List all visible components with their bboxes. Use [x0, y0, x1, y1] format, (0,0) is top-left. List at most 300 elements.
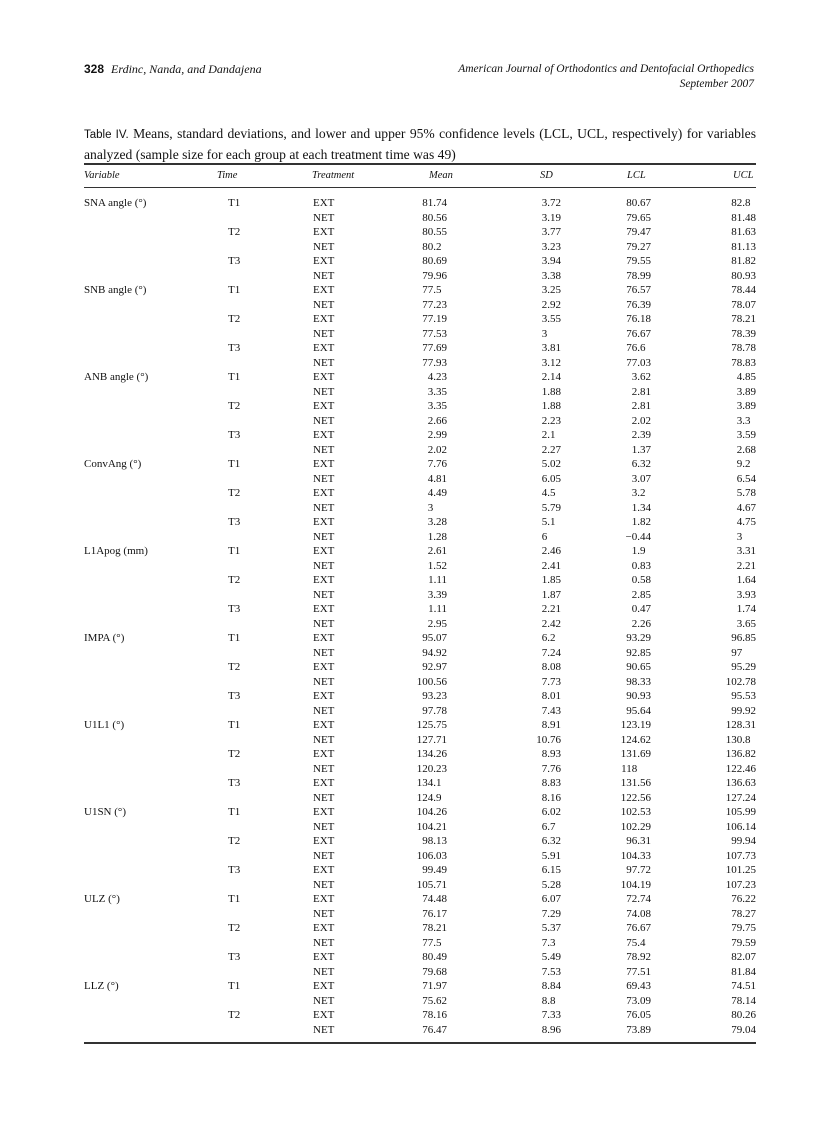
treatment: EXT: [313, 951, 335, 963]
treatment: EXT: [313, 893, 335, 905]
mean-value: 98.13: [422, 835, 447, 847]
table-row: [0, 937, 838, 952]
ucl-value: 4.85: [736, 371, 756, 383]
table-row: [0, 400, 838, 415]
ucl-value: 3: [736, 530, 743, 543]
sd-value: 10.76: [536, 733, 561, 746]
ucl-value: 76.22: [731, 893, 756, 905]
sd-value: 3.81: [541, 342, 561, 354]
time-point: T3: [228, 516, 241, 528]
mean-value: 78.21: [422, 922, 447, 934]
table-row: [0, 531, 838, 546]
ucl-value: 78.39: [731, 327, 756, 340]
ucl-value: 78.78: [731, 342, 756, 354]
mean-value: 105.71: [416, 878, 447, 891]
ucl-value: 95.53: [731, 690, 756, 702]
lcl-value: 131.56: [620, 777, 651, 789]
lcl-value: 78.99: [626, 269, 651, 282]
ucl-value: 99.92: [731, 704, 756, 717]
sd-value: 1.88: [541, 400, 561, 412]
mean-value: 134.26: [416, 748, 447, 760]
lcl-value: 76.67: [626, 327, 651, 340]
table-row: [0, 444, 838, 459]
treatment: NET: [313, 269, 335, 282]
treatment: NET: [313, 907, 335, 920]
col-lcl: LCL: [627, 170, 646, 181]
table-row: [0, 226, 838, 241]
table-row: [0, 342, 838, 357]
sd-value: 2.14: [541, 371, 561, 383]
ucl-value: 2.68: [736, 443, 756, 456]
time-point: T1: [228, 893, 241, 905]
table-row: [0, 1009, 838, 1024]
treatment: EXT: [313, 835, 335, 847]
lcl-value: 80.67: [626, 197, 651, 209]
treatment: NET: [313, 762, 335, 775]
ucl-value: 5.78: [736, 487, 756, 499]
time-point: T2: [228, 835, 241, 847]
table-row: [0, 632, 838, 647]
treatment: EXT: [313, 458, 335, 470]
table-row: [0, 618, 838, 633]
lcl-value: 90.93: [626, 690, 651, 702]
sd-value: 4.5: [541, 487, 556, 499]
ucl-value: 81.13: [731, 240, 756, 253]
treatment: EXT: [313, 922, 335, 934]
treatment: NET: [313, 704, 335, 717]
table-row: [0, 328, 838, 343]
table-row: [0, 951, 838, 966]
ucl-value: 74.51: [731, 980, 756, 992]
ucl-value: 81.48: [731, 211, 756, 224]
mean-value: 125.75: [416, 719, 447, 731]
ucl-value: 79.04: [731, 1023, 756, 1036]
treatment: NET: [313, 1023, 335, 1036]
sd-value: 6: [541, 530, 548, 543]
table-row: [0, 879, 838, 894]
mean-value: 2.61: [427, 545, 447, 557]
treatment: EXT: [313, 748, 335, 760]
sd-value: 8.08: [541, 661, 561, 673]
mean-value: 80.2: [422, 240, 442, 253]
table-row: [0, 603, 838, 618]
sd-value: 6.15: [541, 864, 561, 876]
treatment: NET: [313, 385, 335, 398]
sd-value: 3.55: [541, 313, 561, 325]
table-row: [0, 647, 838, 662]
lcl-value: 123.19: [620, 719, 651, 731]
table-row: [0, 386, 838, 401]
time-point: T3: [228, 603, 241, 615]
sd-value: 3.72: [541, 197, 561, 209]
mean-value: 76.17: [422, 907, 447, 920]
mean-value: 1.11: [428, 574, 447, 586]
treatment: EXT: [313, 690, 335, 702]
mean-value: 71.97: [422, 980, 447, 992]
ucl-value: 2.21: [736, 559, 756, 572]
mean-value: 77.53: [422, 327, 447, 340]
sd-value: 7.3: [541, 936, 556, 949]
lcl-value: 102.29: [620, 820, 651, 833]
lcl-value: 73.89: [626, 1023, 651, 1036]
variable-name: L1Apog (mm): [84, 545, 148, 557]
treatment: NET: [313, 327, 335, 340]
time-point: T2: [228, 487, 241, 499]
lcl-value: 76.05: [626, 1009, 651, 1021]
time-point: T3: [228, 255, 241, 267]
sd-value: 7.33: [541, 1009, 561, 1021]
sd-value: 6.02: [541, 806, 561, 818]
mean-value: 75.62: [422, 994, 447, 1007]
sd-value: 2.1: [541, 429, 556, 441]
table-caption: [84, 124, 756, 164]
table-row: [0, 487, 838, 502]
ucl-value: 4.67: [736, 501, 756, 514]
treatment: NET: [313, 791, 335, 804]
mean-value: 7.76: [427, 458, 447, 470]
table-row: [0, 299, 838, 314]
lcl-value: 2.81: [631, 400, 651, 412]
col-sd: SD: [540, 170, 553, 181]
table-row: [0, 429, 838, 444]
treatment: EXT: [313, 545, 335, 557]
table-row: [0, 908, 838, 923]
ucl-value: 78.07: [731, 298, 756, 311]
lcl-value: 2.39: [631, 429, 651, 441]
lcl-value: 3.62: [631, 371, 651, 383]
ucl-value: 82.8: [731, 197, 751, 209]
lcl-value: 1.9: [631, 545, 646, 557]
lcl-value: 0.58: [631, 574, 651, 586]
sd-value: 2.21: [541, 603, 561, 615]
lcl-value: 76.6: [626, 342, 646, 354]
table-row: [0, 922, 838, 937]
time-point: T1: [228, 980, 241, 992]
table-row: [0, 763, 838, 778]
table-row: [0, 792, 838, 807]
ucl-value: 130.8: [725, 733, 751, 746]
sd-value: 3.25: [541, 284, 561, 296]
time-point: T2: [228, 922, 241, 934]
ucl-value: 107.73: [725, 849, 756, 862]
ucl-value: 3.65: [736, 617, 756, 630]
treatment: EXT: [313, 197, 335, 209]
treatment: NET: [313, 820, 335, 833]
table-row: [0, 516, 838, 531]
sd-value: 2.46: [541, 545, 561, 557]
ucl-value: 107.23: [725, 878, 756, 891]
table-row: [0, 661, 838, 676]
time-point: T3: [228, 342, 241, 354]
treatment: EXT: [313, 1009, 335, 1021]
treatment: EXT: [313, 719, 335, 731]
col-time: Time: [217, 170, 238, 181]
mean-value: 77.93: [422, 356, 447, 369]
ucl-value: 96.85: [731, 632, 756, 644]
mean-value: 4.23: [427, 371, 447, 383]
sd-value: 8.83: [541, 777, 561, 789]
mean-value: 2.99: [427, 429, 447, 441]
lcl-value: 79.65: [626, 211, 651, 224]
ucl-value: 81.63: [731, 226, 756, 238]
table-header-rule: [84, 187, 756, 188]
ucl-value: 80.26: [731, 1009, 756, 1021]
treatment: EXT: [313, 400, 335, 412]
ucl-value: 78.44: [731, 284, 756, 296]
table-row: [0, 690, 838, 705]
page-number: 328: [84, 62, 105, 76]
time-point: T1: [228, 719, 241, 731]
time-point: T2: [228, 313, 241, 325]
running-header-right: [458, 62, 754, 92]
lcl-value: 118: [621, 762, 638, 775]
table-bottom-rule: [84, 1042, 756, 1044]
sd-value: 8.16: [541, 791, 561, 804]
lcl-value: 124.62: [620, 733, 651, 746]
table-row: [0, 705, 838, 720]
sd-value: 6.05: [541, 472, 561, 485]
sd-value: 8.93: [541, 748, 561, 760]
lcl-value: 102.53: [620, 806, 651, 818]
mean-value: 1.28: [427, 530, 447, 543]
mean-value: 3: [427, 501, 434, 514]
mean-value: 134.1: [416, 777, 442, 789]
lcl-value: −0.44: [625, 530, 651, 543]
mean-value: 77.23: [422, 298, 447, 311]
treatment: EXT: [313, 632, 335, 644]
sd-value: 6.7: [541, 820, 556, 833]
mean-value: 77.69: [422, 342, 447, 354]
sd-value: 5.49: [541, 951, 561, 963]
treatment: NET: [313, 994, 335, 1007]
sd-value: 2.23: [541, 414, 561, 427]
treatment: NET: [313, 414, 335, 427]
lcl-value: 72.74: [626, 893, 651, 905]
mean-value: 120.23: [416, 762, 447, 775]
mean-value: 104.21: [416, 820, 447, 833]
mean-value: 93.23: [422, 690, 447, 702]
sd-value: 1.87: [541, 588, 561, 601]
sd-value: 2.42: [541, 617, 561, 630]
treatment: EXT: [313, 574, 335, 586]
mean-value: 77.5: [422, 284, 442, 296]
time-point: T3: [228, 777, 241, 789]
lcl-value: 0.83: [631, 559, 651, 572]
lcl-value: 90.65: [626, 661, 651, 673]
treatment: EXT: [313, 284, 335, 296]
table-row: [0, 777, 838, 792]
ucl-value: 3.89: [736, 400, 756, 412]
journal-name: American Journal of Orthodontics and Dentofacial Orthopedics: [458, 63, 754, 75]
lcl-value: 3.07: [631, 472, 651, 485]
table-caption-text: Means, standard deviations, and lower and upper 95% confidence levels (LCL, UCL, respectively) for variables analyzed (sample size for each group at each treatment time was 49): [84, 126, 756, 162]
col-mean: Mean: [429, 170, 453, 181]
lcl-value: 122.56: [620, 791, 651, 804]
mean-value: 1.11: [428, 603, 447, 615]
sd-value: 6.32: [541, 835, 561, 847]
mean-value: 124.9: [416, 791, 442, 804]
treatment: NET: [313, 878, 335, 891]
treatment: EXT: [313, 603, 335, 615]
ucl-value: 80.93: [731, 269, 756, 282]
ucl-value: 3.93: [736, 588, 756, 601]
treatment: NET: [313, 211, 335, 224]
variable-name: ConvAng (°): [84, 458, 142, 470]
variable-name: LLZ (°): [84, 980, 119, 992]
mean-value: 94.92: [422, 646, 447, 659]
mean-value: 4.81: [427, 472, 447, 485]
table-row: [0, 313, 838, 328]
sd-value: 1.88: [541, 385, 561, 398]
lcl-value: 76.39: [626, 298, 651, 311]
table-row: [0, 415, 838, 430]
sd-value: 3.38: [541, 269, 561, 282]
mean-value: 77.5: [422, 936, 442, 949]
variable-name: U1L1 (°): [84, 719, 125, 731]
treatment: NET: [313, 530, 335, 543]
variable-name: ULZ (°): [84, 893, 120, 905]
sd-value: 8.8: [541, 994, 556, 1007]
lcl-value: 93.29: [626, 632, 651, 644]
sd-value: 3.94: [541, 255, 561, 267]
table-row: [0, 864, 838, 879]
treatment: NET: [313, 240, 335, 253]
treatment: EXT: [313, 777, 335, 789]
variable-name: ANB angle (°): [84, 371, 149, 383]
ucl-value: 128.31: [725, 719, 756, 731]
mean-value: 2.02: [427, 443, 447, 456]
sd-value: 2.27: [541, 443, 561, 456]
ucl-value: 1.64: [736, 574, 756, 586]
treatment: EXT: [313, 371, 335, 383]
ucl-value: 105.99: [725, 806, 756, 818]
mean-value: 80.69: [422, 255, 447, 267]
lcl-value: 79.27: [626, 240, 651, 253]
sd-value: 6.07: [541, 893, 561, 905]
sd-value: 5.79: [541, 501, 561, 514]
treatment: EXT: [313, 342, 335, 354]
treatment: NET: [313, 965, 335, 978]
lcl-value: 75.4: [626, 936, 646, 949]
table-row: [0, 545, 838, 560]
treatment: NET: [313, 849, 335, 862]
lcl-value: 76.67: [626, 922, 651, 934]
ucl-value: 9.2: [736, 458, 751, 470]
lcl-value: 97.72: [626, 864, 651, 876]
mean-value: 3.28: [427, 516, 447, 528]
mean-value: 3.39: [427, 588, 447, 601]
ucl-value: 78.83: [731, 356, 756, 369]
ucl-value: 81.84: [731, 965, 756, 978]
lcl-value: 74.08: [626, 907, 651, 920]
mean-value: 79.96: [422, 269, 447, 282]
running-header-left: [84, 62, 262, 77]
ucl-value: 82.07: [731, 951, 756, 963]
treatment: EXT: [313, 661, 335, 673]
ucl-value: 3.59: [736, 429, 756, 441]
time-point: T1: [228, 371, 241, 383]
sd-value: 3.19: [541, 211, 561, 224]
sd-value: 3: [541, 327, 548, 340]
lcl-value: 92.85: [626, 646, 651, 659]
time-point: T2: [228, 661, 241, 673]
table-row: [0, 835, 838, 850]
variable-name: SNA angle (°): [84, 197, 147, 209]
table-label: Table IV.: [84, 129, 129, 141]
mean-value: 99.49: [422, 864, 447, 876]
sd-value: 7.29: [541, 907, 561, 920]
treatment: EXT: [313, 806, 335, 818]
lcl-value: 104.33: [620, 849, 651, 862]
table-row: [0, 473, 838, 488]
ucl-value: 78.21: [731, 313, 756, 325]
time-point: T1: [228, 458, 241, 470]
lcl-value: 79.55: [626, 255, 651, 267]
treatment: EXT: [313, 429, 335, 441]
mean-value: 80.56: [422, 211, 447, 224]
sd-value: 7.43: [541, 704, 561, 717]
mean-value: 104.26: [416, 806, 447, 818]
time-point: T1: [228, 284, 241, 296]
mean-value: 3.35: [427, 400, 447, 412]
time-point: T2: [228, 226, 241, 238]
table-row: [0, 371, 838, 386]
mean-value: 2.66: [427, 414, 447, 427]
lcl-value: 2.02: [631, 414, 651, 427]
ucl-value: 136.82: [725, 748, 756, 760]
sd-value: 7.73: [541, 675, 561, 688]
time-point: T3: [228, 690, 241, 702]
table-row: [0, 995, 838, 1010]
treatment: EXT: [313, 487, 335, 499]
table-row: [0, 560, 838, 575]
lcl-value: 2.85: [631, 588, 651, 601]
sd-value: 8.84: [541, 980, 561, 992]
col-treatment: Treatment: [312, 170, 355, 181]
mean-value: 77.19: [422, 313, 447, 325]
table-row: [0, 357, 838, 372]
table-row: [0, 458, 838, 473]
lcl-value: 96.31: [626, 835, 651, 847]
mean-value: 76.47: [422, 1023, 447, 1036]
variable-name: IMPA (°): [84, 632, 125, 644]
variable-name: SNB angle (°): [84, 284, 147, 296]
table-row: [0, 574, 838, 589]
ucl-value: 79.75: [731, 922, 756, 934]
treatment: NET: [313, 356, 335, 369]
ucl-value: 79.59: [731, 936, 756, 949]
lcl-value: 73.09: [626, 994, 651, 1007]
sd-value: 5.02: [541, 458, 561, 470]
mean-value: 3.35: [427, 385, 447, 398]
mean-value: 95.07: [422, 632, 447, 644]
sd-value: 3.23: [541, 240, 561, 253]
sd-value: 7.76: [541, 762, 561, 775]
lcl-value: 0.47: [631, 603, 651, 615]
sd-value: 1.85: [541, 574, 561, 586]
table-row: [0, 212, 838, 227]
treatment: NET: [313, 675, 335, 688]
sd-value: 2.41: [541, 559, 561, 572]
table-row: [0, 734, 838, 749]
lcl-value: 1.34: [631, 501, 651, 514]
treatment: EXT: [313, 313, 335, 325]
treatment: NET: [313, 298, 335, 311]
table-row: [0, 1024, 838, 1039]
lcl-value: 95.64: [626, 704, 651, 717]
mean-value: 92.97: [422, 661, 447, 673]
treatment: NET: [313, 936, 335, 949]
